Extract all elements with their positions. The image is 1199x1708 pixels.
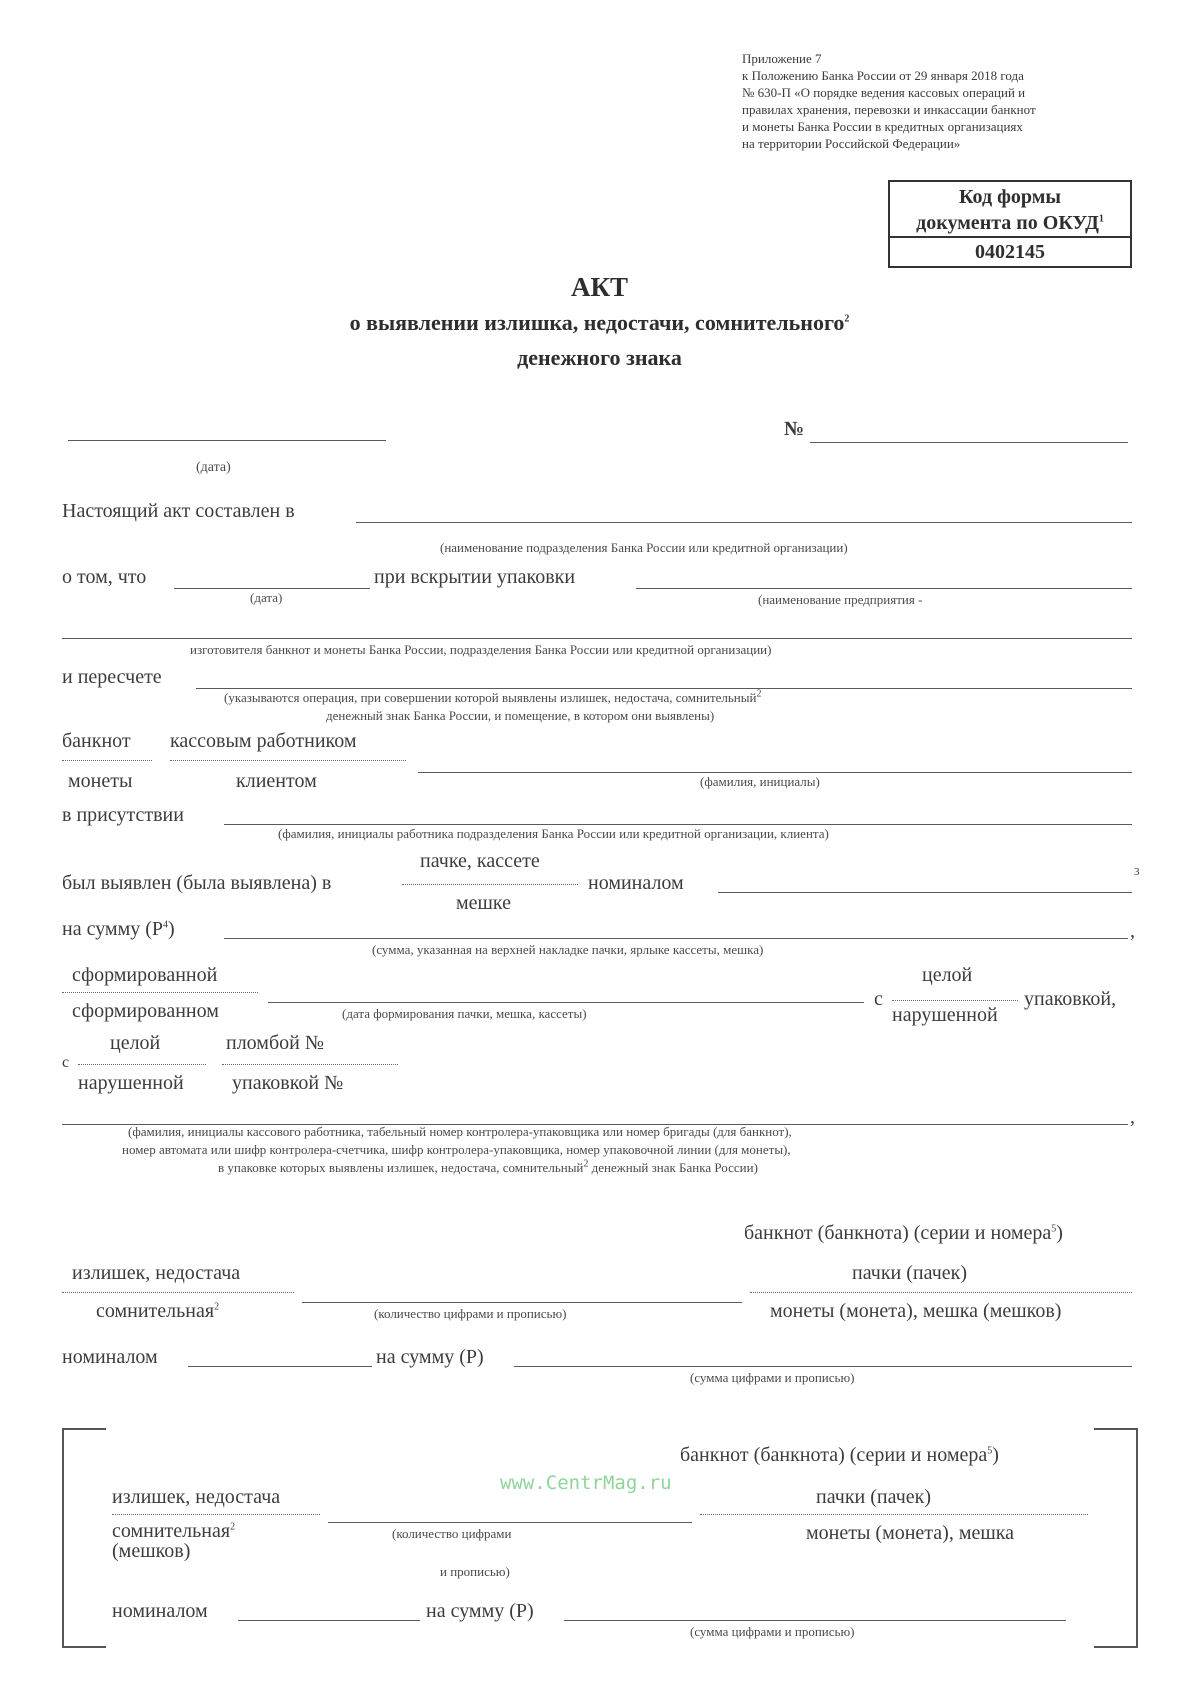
quantity-caption-2b: и прописью): [440, 1564, 510, 1579]
packs-option: пачки (пачек): [852, 1262, 968, 1284]
for-sum-label: [62, 918, 175, 941]
sum-caption-2: (сумма цифрами и прописью): [690, 1624, 855, 1639]
number-sign: №: [784, 418, 805, 440]
banknotes-option: банкнот: [62, 730, 131, 752]
recount-caption-1: [224, 690, 761, 706]
whole-broken-divider-2: [78, 1064, 206, 1065]
was-found-label: был выявлен (была выявлена) в: [62, 872, 332, 894]
in-presence-label: в присутствии: [62, 804, 184, 826]
okud-label-line1: Код формы: [959, 186, 1061, 208]
whole-broken-divider: [892, 1000, 1018, 1001]
sum-field[interactable]: [224, 938, 1128, 939]
packs-coins-divider-2: [700, 1514, 1088, 1515]
with-label: с: [874, 988, 883, 1010]
denomination-label-1: номиналом: [62, 1346, 158, 1368]
cashier-name-field[interactable]: [418, 772, 1132, 773]
packs-option-2: пачки (пачек): [816, 1486, 932, 1508]
okud-label: [890, 182, 1130, 238]
okud-code-box: [888, 180, 1132, 268]
packaging-label: упаковкой,: [1024, 988, 1117, 1010]
packer-caption-2: номер автомата или шифр контролера-счетчика, шифр контролера-упаковщика, номер упаковочной линии (для монеты),: [122, 1142, 791, 1157]
on-opening-label: при вскрытии упаковки: [374, 566, 576, 588]
opening-date-field[interactable]: [174, 588, 370, 589]
surplus-doubtful-divider-2: [112, 1514, 320, 1515]
witness-name-field[interactable]: [224, 824, 1132, 825]
packer-comma: ,: [1130, 1106, 1135, 1128]
date-caption: (дата): [196, 460, 231, 475]
watermark: www.CentrMag.ru: [500, 1472, 672, 1494]
enterprise-caption-1: (наименование предприятия -: [758, 592, 923, 607]
label-text: сомнительная: [112, 1520, 231, 1542]
banknotes-coins-divider: [62, 760, 152, 761]
surplus-shortage-option: излишек, недостача: [72, 1262, 241, 1284]
recount-operation-field[interactable]: [196, 688, 1132, 689]
formed-masculine-option: сформированном: [72, 1000, 219, 1022]
subtitle-text: о выявлении излишка, недостачи, сомнительного: [349, 310, 845, 335]
coins-bags-option: монеты (монета), мешка (мешков): [770, 1300, 1062, 1322]
quantity-field[interactable]: [302, 1302, 742, 1303]
seal-number-option: пломбой №: [226, 1032, 324, 1054]
okud-code-value: 0402145: [975, 241, 1045, 263]
footnote-ref: 4: [163, 919, 169, 931]
formation-date-field[interactable]: [268, 1002, 864, 1003]
act-number-field[interactable]: [810, 442, 1128, 443]
denomination-field[interactable]: [718, 892, 1132, 893]
organization-field[interactable]: [356, 522, 1132, 523]
label-text: ): [992, 1444, 999, 1466]
enterprise-caption-2: изготовителя банкнот и монеты Банка России, подразделения Банка России или кредитной организации): [190, 642, 772, 657]
appendix-line: правилах хранения, перевозки и инкассации банкнот: [742, 102, 1036, 117]
by-cashier-option: кассовым работником: [170, 730, 357, 752]
label-text: банкнот (банкнота) (серии и номера: [680, 1444, 988, 1466]
quantity-caption-2a: (количество цифрами: [392, 1526, 512, 1541]
appendix-note: [742, 50, 1036, 152]
formed-feminine-option: сформированной: [72, 964, 218, 986]
cashier-client-divider: [170, 760, 406, 761]
appendix-line: № 630-П «О порядке ведения кассовых операций и: [742, 85, 1026, 100]
surplus-doubtful-divider: [62, 1292, 294, 1293]
okud-label-line2: [890, 210, 1130, 236]
enterprise-field[interactable]: [636, 588, 1132, 589]
footnote-ref: 2: [230, 1521, 236, 1533]
broken-option-2: нарушенной: [78, 1072, 184, 1094]
footnote-ref: 1: [1098, 213, 1104, 225]
doc-subtitle-line3: денежного знака: [517, 345, 682, 370]
surplus-shortage-option-2: излишек, недостача: [112, 1486, 281, 1508]
packer-caption-3: [218, 1160, 758, 1176]
doc-subtitle-line2: [0, 310, 1199, 336]
for-sum-label-2: на сумму (Р): [426, 1600, 534, 1622]
footnote-ref: 2: [583, 1158, 589, 1170]
seal-pack-divider: [222, 1064, 398, 1065]
pack-bag-divider: [402, 884, 578, 885]
right-bracket: [1094, 1428, 1138, 1648]
sum-field-2[interactable]: [564, 1620, 1066, 1621]
packs-coins-divider: [750, 1292, 1132, 1293]
whole-option: целой: [922, 964, 973, 986]
opening-date-caption: (дата): [250, 590, 283, 605]
doc-title: АКТ: [570, 272, 629, 302]
footnote-ref: 2: [214, 1301, 220, 1313]
pack-number-option: упаковкой №: [232, 1072, 344, 1094]
label-text: сомнительная: [96, 1300, 215, 1322]
for-sum-label-1: на сумму (Р): [376, 1346, 484, 1368]
caption-text: в упаковке которых выявлены излишек, недостача, сомнительный: [218, 1160, 584, 1175]
recount-label: и пересчете: [62, 666, 162, 688]
for-sum-close: ): [168, 918, 175, 940]
doubtful-option: [96, 1300, 219, 1323]
date-field[interactable]: [68, 440, 386, 441]
footnote-ref: 2: [844, 313, 850, 325]
denomination-field-2[interactable]: [238, 1620, 420, 1621]
bags-extra-label: (мешков): [112, 1540, 191, 1562]
appendix-line: на территории Российской Федерации»: [742, 136, 961, 151]
caption-text: денежный знак Банка России): [588, 1160, 758, 1175]
appendix-line: Приложение 7: [742, 51, 822, 66]
organization-caption: (наименование подразделения Банка России или кредитной организации): [440, 540, 848, 555]
sum-comma: ,: [1130, 920, 1135, 942]
denomination-label-2: номиналом: [112, 1600, 208, 1622]
formation-date-caption: (дата формирования пачки, мешка, кассеты): [342, 1006, 587, 1021]
appendix-line: к Положению Банка России от 29 января 2018 года: [742, 68, 1024, 83]
enterprise-field-2[interactable]: [62, 638, 1132, 639]
footnote-ref: 5: [1051, 1223, 1057, 1235]
bag-option: мешке: [456, 892, 512, 914]
sum-caption-1: (сумма цифрами и прописью): [690, 1370, 855, 1385]
banknotes-series-label-2: [680, 1444, 999, 1467]
denomination-field-1[interactable]: [188, 1366, 372, 1367]
about-that-label: о том, что: [62, 566, 147, 588]
label-text: банкнот (банкнота) (серии и номера: [744, 1222, 1052, 1244]
for-sum-text: на сумму (Р: [62, 918, 164, 940]
composed-in-label: Настоящий акт составлен в: [62, 500, 295, 522]
quantity-caption: (количество цифрами и прописью): [374, 1306, 567, 1321]
footnote-ref: 2: [756, 688, 762, 700]
pack-cassette-option: пачке, кассете: [420, 850, 540, 872]
presence-caption: (фамилия, инициалы работника подразделения Банка России или кредитной организации, клиента): [278, 826, 829, 841]
sum-field-1[interactable]: [514, 1366, 1132, 1367]
left-bracket: [62, 1428, 106, 1648]
footnote-ref: 5: [987, 1445, 993, 1457]
appendix-line: и монеты Банка России в кредитных организациях: [742, 119, 1023, 134]
whole-option-2: целой: [110, 1032, 161, 1054]
label-text: ): [1056, 1222, 1063, 1244]
coins-option: монеты: [68, 770, 133, 792]
denomination-label: номиналом: [588, 872, 684, 894]
formed-divider: [62, 992, 258, 993]
with-label-2: с: [62, 1054, 70, 1071]
quantity-field-2[interactable]: [328, 1522, 692, 1523]
sum-caption: (сумма, указанная на верхней накладке пачки, ярлыке кассеты, мешка): [372, 942, 764, 957]
by-client-option: клиентом: [236, 770, 317, 792]
banknotes-series-label: [744, 1222, 1063, 1245]
coins-bag-option-2: монеты (монета), мешка: [806, 1522, 1015, 1544]
packer-caption-1: (фамилия, инициалы кассового работника, табельный номер контролера-упаковщика или номер бригады (для банкнот),: [128, 1124, 792, 1139]
caption-text: (указываются операция, при совершении которой выявлены излишек, недостача, сомнительный: [224, 690, 757, 705]
okud-label-text: документа по ОКУД: [916, 212, 1099, 234]
broken-option: нарушенной: [892, 1004, 998, 1026]
recount-caption-2: денежный знак Банка России, и помещение, в котором они выявлены): [326, 708, 715, 723]
fio-caption: (фамилия, инициалы): [700, 774, 820, 789]
